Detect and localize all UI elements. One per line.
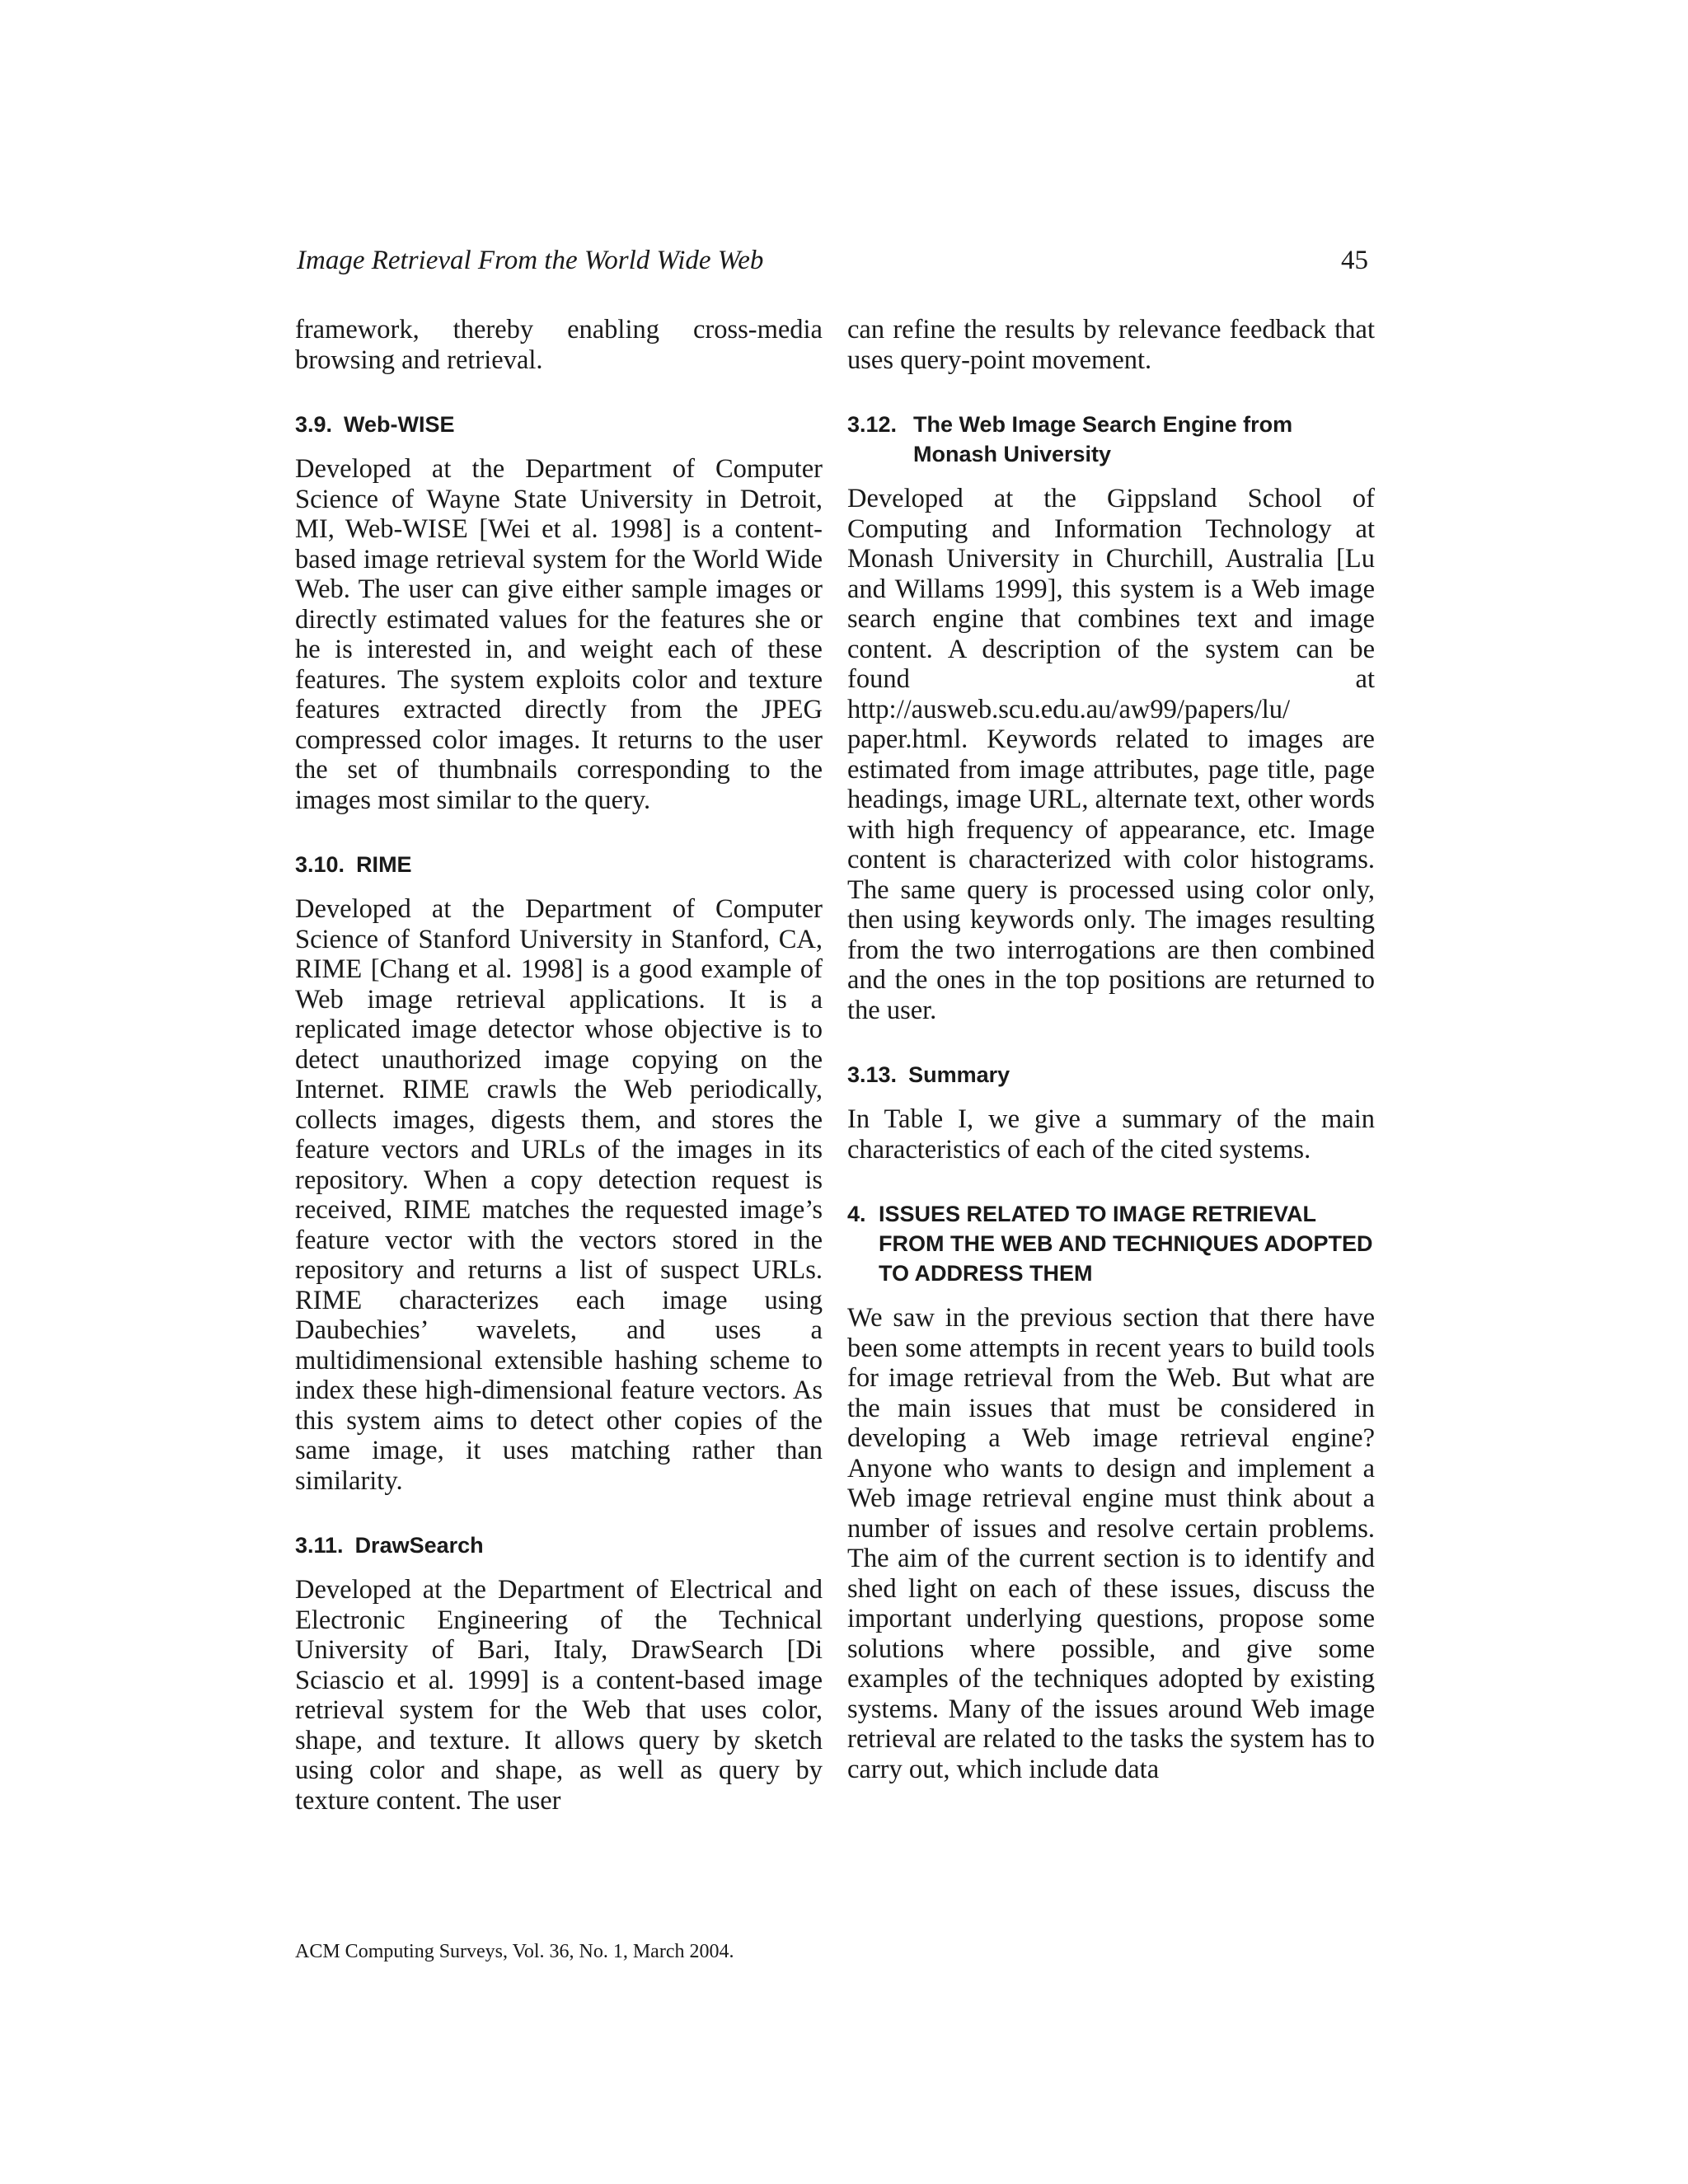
page-number: 45	[1341, 246, 1368, 275]
left-column	[295, 315, 823, 1816]
section-title: Web-WISE	[344, 412, 455, 437]
section-number: 3.13.	[847, 1062, 898, 1087]
section-heading-4	[847, 1199, 1375, 1288]
continued-paragraph: framework, thereby enabling cross-media browsing and retrieval.	[295, 315, 823, 375]
section-heading-3-9	[295, 410, 823, 439]
journal-footer: ACM Computing Surveys, Vol. 36, No. 1, March 2004.	[295, 1941, 734, 1962]
section-heading-3-13	[847, 1060, 1375, 1090]
section-title: DrawSearch	[354, 1533, 484, 1558]
section-title: ISSUES RELATED TO IMAGE RETRIEVAL FROM THE WEB AND TECHNIQUES ADOPTED TO ADDRESS THEM	[879, 1202, 1373, 1286]
section-body-monash: Developed at the Gippsland School of Computing and Information Technology at Monash University in Churchill, Australia [Lu and Willams 1999], this system is a Web image search engine that combines text and image content. A description of the system can be found at http://ausweb.scu.edu.au/aw99/papers/lu/ paper.html. Keywords related to images are estimated from image attributes, page title, page headings, image URL, alternate text, other words with high frequency of appearance, etc. Image content is characterized with color histograms. The same query is processed using color only, then using keywords only. The images resulting from the two interrogations are then combined and the ones in the top positions are returned to the user.	[847, 484, 1375, 1025]
continued-paragraph: can refine the results by relevance feedback that uses query-point movement.	[847, 315, 1375, 375]
section-body-rime: Developed at the Department of Computer Science of Stanford University in Stanford, CA, RIME [Chang et al. 1998] is a good example of Web image retrieval applications. It is a replicated image detector whose objective is to detect unauthorized image copying on the Internet. RIME crawls the Web periodically, collects images, digests them, and stores the feature vectors and URLs of the images in its repository. When a copy detection request is received, RIME matches the requested image’s feature vector with the vectors stored in the repository and returns a list of suspect URLs. RIME characterizes each image using Daubechies’ wavelets, and uses a multidimensional extensible hashing scheme to index these high-dimensional feature vectors. As this system aims to detect other copies of the same image, it uses matching rather than similarity.	[295, 894, 823, 1496]
section-number: 3.10.	[295, 852, 345, 877]
section-title: The Web Image Search Engine from Monash University	[913, 412, 1293, 466]
section-body-summary: In Table I, we give a summary of the main characteristics of each of the cited systems.	[847, 1104, 1375, 1165]
right-column	[847, 315, 1375, 1784]
section-number: 4.	[847, 1202, 866, 1226]
section-heading-3-10	[295, 850, 823, 879]
running-title: Image Retrieval From the World Wide Web	[297, 246, 764, 275]
section-heading-3-12	[847, 410, 1375, 469]
section-heading-3-11	[295, 1530, 823, 1560]
section-body-drawsearch: Developed at the Department of Electrical and Electronic Engineering of the Technical University of Bari, Italy, DrawSearch [Di Sciascio et al. 1999] is a content-based image retrieval system for the Web that uses color, shape, and texture. It allows query by sketch using color and shape, as well as query by texture content. The user	[295, 1575, 823, 1816]
section-number: 3.12.	[847, 412, 898, 437]
section-number: 3.11.	[295, 1533, 344, 1558]
section-number: 3.9.	[295, 412, 333, 437]
section-title: Summary	[908, 1062, 1010, 1087]
section-title: RIME	[356, 852, 412, 877]
section-body-web-wise: Developed at the Department of Computer Science of Wayne State University in Detroit, MI, Web-WISE [Wei et al. 1998] is a content-based image retrieval system for the World Wide Web. The user can give either sample images or directly estimated values for the features she or he is interested in, and weight each of these features. The system exploits color and texture features extracted directly from the JPEG compressed color images. It returns to the user the set of thumbnails corresponding to the images most similar to the query.	[295, 454, 823, 815]
section-body-issues: We saw in the previous section that there have been some attempts in recent years to build tools for image retrieval from the Web. But what are the main issues that must be considered in developing a Web image retrieval engine? Anyone who wants to design and implement a Web image retrieval engine must think about a number of issues and resolve certain problems. The aim of the current section is to identify and shed light on each of these issues, discuss the important underlying questions, propose some solutions where possible, and give some examples of the techniques adopted by existing systems. Many of the issues around Web image retrieval are related to the tasks the system has to carry out, which include data	[847, 1303, 1375, 1784]
